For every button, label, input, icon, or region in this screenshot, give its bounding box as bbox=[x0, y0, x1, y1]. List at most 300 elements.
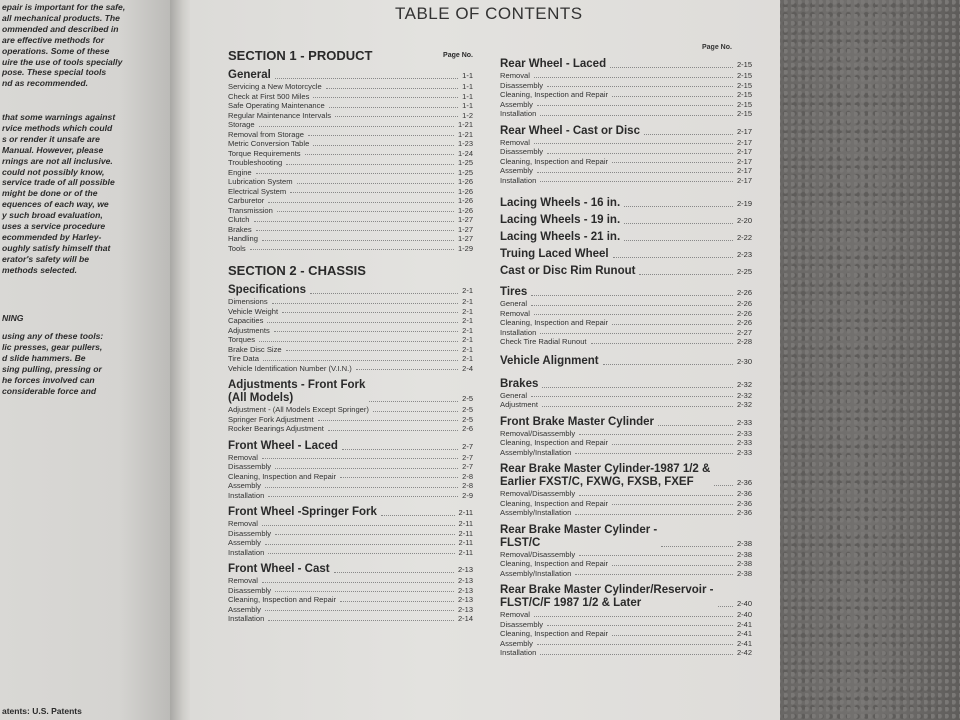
toc-heading-label: Adjustments - Front Fork (All Models) bbox=[228, 379, 366, 404]
toc-entry[interactable] bbox=[500, 328, 752, 338]
toc-group-heading[interactable] bbox=[500, 584, 752, 610]
book-gutter bbox=[170, 0, 192, 720]
toc-entry-label: Removal/Disassembly bbox=[500, 549, 576, 559]
toc-entry-label: Cleaning, Inspection and Repair bbox=[228, 471, 337, 481]
toc-entry[interactable] bbox=[228, 345, 473, 355]
toc-group-cast-or-disc-rim-runout bbox=[500, 265, 752, 278]
toc-entry-page: 2-4 bbox=[462, 363, 473, 373]
toc-entry[interactable] bbox=[228, 491, 473, 501]
toc-group-heading[interactable] bbox=[500, 378, 752, 391]
leader-dots bbox=[340, 601, 454, 602]
toc-heading-label: Lacing Wheels - 16 in. bbox=[500, 197, 621, 209]
toc-heading-page: 2-38 bbox=[736, 538, 752, 548]
toc-entry-page: 1-21 bbox=[457, 120, 473, 129]
toc-entry-label: Disassembly bbox=[500, 147, 544, 156]
leader-dots bbox=[534, 143, 733, 144]
toc-entry-label: Removal bbox=[228, 519, 258, 528]
toc-entry-label: Cleaning, Inspection and Repair bbox=[500, 90, 609, 99]
leader-dots bbox=[531, 295, 733, 296]
toc-entry-label: Assembly/Installation bbox=[500, 508, 572, 517]
leader-dots bbox=[610, 67, 733, 68]
toc-entry[interactable] bbox=[228, 586, 473, 596]
leader-dots bbox=[547, 86, 733, 87]
toc-entry[interactable] bbox=[500, 508, 752, 518]
toc-entry[interactable] bbox=[500, 81, 752, 91]
toc-entry-label: Cleaning, Inspection and Repair bbox=[500, 559, 609, 568]
toc-entry-page: 2-26 bbox=[736, 308, 752, 318]
toc-entry[interactable] bbox=[500, 157, 752, 167]
toc-entry-label: Removal bbox=[500, 71, 530, 80]
toc-group-front-wheel-springer-fork bbox=[228, 506, 473, 557]
toc-group-heading[interactable] bbox=[228, 379, 473, 405]
toc-entry-label: Assembly bbox=[500, 99, 533, 109]
toc-heading-label: Lacing Wheels - 19 in. bbox=[500, 214, 621, 226]
leader-dots bbox=[262, 458, 458, 459]
toc-group-heading[interactable] bbox=[500, 416, 752, 429]
toc-entry-page: 2-17 bbox=[736, 156, 752, 166]
toc-entry-label: Disassembly bbox=[228, 585, 272, 595]
leader-dots bbox=[714, 485, 733, 486]
toc-entry-label: Check Tire Radial Runout bbox=[500, 337, 587, 346]
leader-dots bbox=[612, 565, 733, 566]
toc-group-heading[interactable] bbox=[228, 284, 473, 297]
page-title: TABLE OF CONTENTS bbox=[395, 4, 583, 23]
leader-dots bbox=[624, 206, 733, 207]
toc-entry-page: 2-13 bbox=[457, 604, 473, 614]
toc-entry[interactable] bbox=[500, 648, 752, 658]
toc-entry-page: 2-1 bbox=[462, 297, 473, 306]
toc-entry[interactable] bbox=[500, 109, 752, 119]
toc-entry[interactable] bbox=[228, 538, 473, 548]
leader-dots bbox=[313, 97, 458, 98]
leader-dots bbox=[644, 134, 733, 135]
toc-entry-page: 2-7 bbox=[462, 452, 473, 462]
toc-entry[interactable] bbox=[500, 559, 752, 569]
toc-entry[interactable] bbox=[228, 120, 473, 130]
toc-entry[interactable] bbox=[228, 364, 473, 374]
toc-group-tires bbox=[500, 286, 752, 347]
toc-group-heading[interactable] bbox=[228, 440, 473, 453]
toc-heading-label: Rear Wheel - Laced bbox=[500, 58, 607, 70]
toc-entry-page: 2-32 bbox=[736, 390, 752, 400]
toc-entry[interactable] bbox=[228, 424, 473, 434]
leader-dots bbox=[329, 107, 458, 108]
leader-dots bbox=[272, 303, 458, 304]
toc-heading-page: 2-7 bbox=[462, 441, 473, 451]
toc-heading-page: 2-32 bbox=[736, 379, 752, 389]
leader-dots bbox=[579, 434, 733, 435]
toc-entry[interactable] bbox=[228, 576, 473, 586]
toc-heading-page: 1-1 bbox=[462, 71, 473, 80]
leader-dots bbox=[542, 406, 733, 407]
toc-entry-label: Cleaning, Inspection and Repair bbox=[228, 595, 337, 604]
toc-group-heading[interactable] bbox=[500, 355, 752, 368]
leader-dots bbox=[612, 635, 733, 636]
leader-dots bbox=[369, 401, 458, 402]
toc-entry[interactable] bbox=[500, 309, 752, 319]
toc-entry-page: 2-13 bbox=[457, 595, 473, 604]
toc-entry[interactable] bbox=[500, 499, 752, 509]
leader-dots bbox=[542, 387, 733, 388]
toc-entry-page: 1-21 bbox=[457, 129, 473, 139]
leader-dots bbox=[275, 534, 454, 535]
toc-entry-page: 2-38 bbox=[736, 559, 752, 568]
toc-entry-page: 2-17 bbox=[736, 137, 752, 147]
leader-dots bbox=[268, 496, 458, 497]
toc-heading-page: 2-20 bbox=[736, 216, 752, 225]
leader-dots bbox=[547, 625, 733, 626]
toc-entry[interactable] bbox=[228, 529, 473, 539]
toc-entry[interactable] bbox=[228, 168, 473, 178]
toc-group-heading[interactable] bbox=[500, 58, 752, 71]
toc-entry-label: Cleaning, Inspection and Repair bbox=[500, 156, 609, 166]
toc-entry-page: 2-11 bbox=[458, 538, 473, 547]
left-paragraph-1: epair is important for the safe, all mechanical products. The ommended and described in are effective methods for operations. Some of these uire the use of tools specially pose. These special tools nd as recommended. bbox=[2, 2, 126, 89]
toc-entry-page: 2-1 bbox=[462, 316, 473, 325]
left-paragraph-2: that some warnings against rvice methods which could s or render it unsafe are Manual. However, please rnings are not all inclusive. could not possibly know, service trade of all possible might be done or of the equences of each way, we y such broad evaluation, uses a service procedure ecommended by Harley- oughly satisfy himself that erator's safety will be methods selected. bbox=[2, 112, 116, 275]
toc-entry-label: Cleaning, Inspection and Repair bbox=[500, 318, 609, 327]
leader-dots bbox=[579, 555, 733, 556]
toc-entry-label: Assembly/Installation bbox=[500, 447, 572, 457]
toc-entry[interactable] bbox=[500, 429, 752, 439]
leader-dots bbox=[579, 495, 733, 496]
toc-group-heading[interactable] bbox=[228, 506, 473, 519]
toc-entry-label: Brakes bbox=[228, 224, 252, 234]
toc-entry-page: 2-6 bbox=[462, 424, 473, 433]
leader-dots bbox=[290, 192, 454, 193]
toc-entry-label: Carburetor bbox=[228, 196, 265, 205]
toc-entry-page: 2-11 bbox=[458, 519, 473, 528]
toc-entry[interactable] bbox=[500, 610, 752, 620]
toc-heading-page: 2-33 bbox=[736, 417, 752, 427]
toc-group-rear-brake-master-cylinder-flst-c bbox=[500, 524, 752, 579]
toc-entry[interactable] bbox=[228, 92, 473, 102]
leader-dots bbox=[639, 274, 733, 275]
toc-group-brakes bbox=[500, 378, 752, 410]
toc-group-heading[interactable] bbox=[500, 265, 752, 278]
toc-entry-label: Disassembly bbox=[500, 80, 544, 90]
toc-entry-page: 2-9 bbox=[462, 490, 473, 500]
toc-entry-label: Cleaning, Inspection and Repair bbox=[500, 498, 609, 508]
toc-group-front-wheel-laced bbox=[228, 440, 473, 501]
toc-entry[interactable] bbox=[228, 234, 473, 244]
toc-group-heading[interactable] bbox=[500, 214, 752, 227]
toc-entry-page: 1-26 bbox=[457, 205, 473, 215]
toc-group-lacing-wheels-21-in bbox=[500, 231, 752, 244]
toc-entry-page: 2-32 bbox=[736, 400, 752, 409]
leader-dots bbox=[250, 249, 454, 250]
toc-entry[interactable] bbox=[228, 101, 473, 111]
leader-dots bbox=[267, 322, 458, 323]
toc-entry-page: 2-15 bbox=[736, 80, 752, 90]
toc-entry[interactable] bbox=[228, 139, 473, 149]
leader-dots bbox=[286, 164, 454, 165]
toc-entry[interactable] bbox=[500, 391, 752, 401]
toc-entry-page: 2-33 bbox=[736, 428, 752, 438]
leader-dots bbox=[328, 430, 458, 431]
toc-entry[interactable] bbox=[228, 316, 473, 326]
toc-entry-page: 2-41 bbox=[736, 638, 752, 648]
toc-entry-page: 2-17 bbox=[736, 166, 752, 175]
toc-entry-label: Removal/Disassembly bbox=[500, 428, 576, 438]
leader-dots bbox=[624, 240, 733, 241]
toc-entry[interactable] bbox=[500, 147, 752, 157]
toc-entry-label: Adjustments bbox=[228, 325, 270, 335]
toc-heading-page: 2-17 bbox=[736, 126, 752, 136]
toc-heading-label: Truing Laced Wheel bbox=[500, 248, 609, 260]
toc-entry-label: Cleaning, Inspection and Repair bbox=[500, 438, 609, 447]
toc-entry[interactable] bbox=[228, 335, 473, 345]
toc-entry[interactable] bbox=[228, 595, 473, 605]
leader-dots bbox=[540, 115, 733, 116]
toc-entry-page: 2-1 bbox=[462, 354, 473, 363]
toc-entry[interactable] bbox=[228, 415, 473, 425]
leader-dots bbox=[612, 324, 733, 325]
toc-entry[interactable] bbox=[228, 614, 473, 624]
toc-entry[interactable] bbox=[228, 149, 473, 159]
toc-entry[interactable] bbox=[228, 206, 473, 216]
toc-entry-page: 2-5 bbox=[462, 414, 473, 424]
left-paragraph-3: using any of these tools: lic presses, gear pullers, d slide hammers. Be sing pulling, pressing or he forces involved can considerable force and bbox=[2, 331, 104, 396]
toc-entry-label: Assembly bbox=[228, 604, 261, 614]
toc-entry-label: Vehicle Identification Number (V.I.N.) bbox=[228, 363, 352, 373]
toc-entry-page: 1-25 bbox=[457, 167, 473, 177]
toc-heading-page: 2-22 bbox=[736, 233, 752, 242]
toc-entry[interactable] bbox=[228, 326, 473, 336]
toc-entry-page: 1-2 bbox=[462, 110, 473, 120]
toc-entry[interactable] bbox=[228, 82, 473, 92]
toc-entry-label: Metric Conversion Table bbox=[228, 139, 310, 148]
section-1-title bbox=[228, 48, 473, 63]
leader-dots bbox=[661, 546, 733, 547]
toc-entry-label: Electrical System bbox=[228, 186, 287, 196]
toc-entry[interactable] bbox=[500, 138, 752, 148]
toc-entry-label: Cleaning, Inspection and Repair bbox=[500, 629, 609, 638]
leader-dots bbox=[612, 162, 733, 163]
toc-entry[interactable] bbox=[500, 620, 752, 630]
toc-entry-label: Servicing a New Motorcycle bbox=[228, 82, 322, 91]
section-title-text: SECTION 1 - PRODUCT bbox=[228, 48, 373, 63]
toc-entry-page: 2-1 bbox=[462, 325, 473, 335]
toc-entry-page: 2-33 bbox=[736, 447, 752, 457]
toc-entry[interactable] bbox=[228, 481, 473, 491]
toc-entry[interactable] bbox=[500, 550, 752, 560]
leader-dots bbox=[286, 350, 459, 351]
leader-dots bbox=[268, 620, 454, 621]
toc-entry-label: Tire Data bbox=[228, 354, 259, 363]
toc-entry-page: 1-27 bbox=[457, 215, 473, 224]
toc-group-heading[interactable] bbox=[500, 125, 752, 138]
toc-entry[interactable] bbox=[500, 448, 752, 458]
toc-entry[interactable] bbox=[228, 158, 473, 168]
leader-dots bbox=[268, 202, 454, 203]
toc-entry-label: Springer Fork Adjustment bbox=[228, 414, 314, 424]
toc-entry[interactable] bbox=[228, 215, 473, 225]
toc-entry-page: 2-27 bbox=[736, 327, 752, 337]
toc-heading-label: General bbox=[228, 69, 271, 81]
toc-entry[interactable] bbox=[500, 90, 752, 100]
leader-dots bbox=[718, 606, 733, 607]
toc-entry[interactable] bbox=[500, 299, 752, 309]
toc-entry-page: 1-27 bbox=[457, 234, 473, 243]
leader-dots bbox=[342, 449, 458, 450]
toc-entry[interactable] bbox=[500, 71, 752, 81]
toc-entry[interactable] bbox=[228, 472, 473, 482]
toc-entry[interactable] bbox=[228, 244, 473, 254]
toc-heading-page: 2-30 bbox=[736, 356, 752, 366]
toc-entry[interactable] bbox=[500, 400, 752, 410]
toc-group-heading[interactable] bbox=[228, 69, 473, 82]
leader-dots bbox=[262, 582, 454, 583]
page-no-header: Page No. bbox=[443, 52, 473, 59]
toc-entry-label: Rocker Bearings Adjustment bbox=[228, 424, 324, 433]
toc-heading-label: Rear Brake Master Cylinder - FLST/C bbox=[500, 523, 658, 549]
toc-heading-label: Lacing Wheels - 21 in. bbox=[500, 231, 621, 243]
toc-entry-label: Torques bbox=[228, 335, 256, 344]
toc-entry[interactable] bbox=[500, 100, 752, 110]
toc-entry-page: 2-5 bbox=[462, 405, 473, 414]
toc-group-rear-brake-master-cylinder-reservoir-flst-c-f-1987-1-2-later bbox=[500, 584, 752, 658]
toc-group-heading[interactable] bbox=[500, 197, 752, 210]
toc-entry[interactable] bbox=[228, 196, 473, 206]
leader-dots bbox=[305, 154, 454, 155]
toc-entry-label: Assembly/Installation bbox=[500, 568, 572, 578]
toc-entry[interactable] bbox=[228, 519, 473, 529]
toc-entry[interactable] bbox=[500, 318, 752, 328]
leader-dots bbox=[591, 343, 733, 344]
toc-heading-page: 2-13 bbox=[457, 565, 473, 574]
toc-entry[interactable] bbox=[500, 569, 752, 579]
toc-entry[interactable] bbox=[228, 605, 473, 615]
leader-dots bbox=[254, 221, 454, 222]
toc-group-heading[interactable] bbox=[500, 463, 752, 489]
toc-entry-label: Removal bbox=[500, 308, 530, 318]
toc-heading-page: 2-15 bbox=[736, 60, 752, 69]
toc-heading-label: Specifications bbox=[228, 284, 306, 296]
toc-entry[interactable] bbox=[500, 166, 752, 176]
toc-group-front-brake-master-cylinder bbox=[500, 416, 752, 458]
toc-entry[interactable] bbox=[500, 639, 752, 649]
leader-dots bbox=[275, 591, 454, 592]
toc-entry-page: 2-28 bbox=[736, 337, 752, 346]
leader-dots bbox=[540, 654, 733, 655]
toc-group-vehicle-alignment bbox=[500, 355, 752, 368]
toc-entry[interactable] bbox=[228, 111, 473, 121]
toc-entry-label: Removal bbox=[500, 137, 530, 147]
toc-group-lacing-wheels-19-in bbox=[500, 214, 752, 227]
toc-entry-page: 1-1 bbox=[462, 82, 473, 91]
toc-page bbox=[190, 0, 780, 720]
toc-heading-label: Rear Brake Master Cylinder/Reservoir - FLST/C/F 1987 1/2 & Later bbox=[500, 584, 714, 609]
toc-heading-page: 2-23 bbox=[736, 250, 752, 259]
toc-entry[interactable] bbox=[228, 453, 473, 463]
toc-entry-label: Capacities bbox=[228, 316, 264, 325]
leader-dots bbox=[262, 240, 454, 241]
toc-entry-page: 2-1 bbox=[462, 344, 473, 354]
toc-entry[interactable] bbox=[228, 297, 473, 307]
toc-group-general bbox=[228, 69, 473, 253]
toc-entry[interactable] bbox=[228, 225, 473, 235]
leader-dots bbox=[540, 333, 733, 334]
toc-group-heading[interactable] bbox=[500, 524, 752, 550]
leader-dots bbox=[575, 574, 733, 575]
toc-group-heading[interactable] bbox=[500, 286, 752, 299]
toc-entry-page: 2-41 bbox=[736, 619, 752, 629]
toc-entry-page: 2-11 bbox=[458, 528, 473, 538]
leader-dots bbox=[274, 331, 458, 332]
toc-group-heading[interactable] bbox=[228, 563, 473, 576]
toc-entry-label: Check at First 500 Miles bbox=[228, 91, 310, 101]
toc-entry[interactable] bbox=[228, 462, 473, 472]
toc-entry[interactable] bbox=[500, 489, 752, 499]
left-page bbox=[0, 0, 170, 720]
toc-entry[interactable] bbox=[500, 176, 752, 186]
toc-entry[interactable] bbox=[500, 337, 752, 347]
carpet-background bbox=[770, 0, 960, 720]
toc-entry-page: 2-15 bbox=[736, 99, 752, 109]
leader-dots bbox=[297, 183, 454, 184]
toc-entry-label: Handling bbox=[228, 234, 258, 243]
toc-entry-page: 2-36 bbox=[736, 508, 752, 517]
toc-group-lacing-wheels-16-in bbox=[500, 197, 752, 210]
toc-group-heading[interactable] bbox=[500, 248, 752, 261]
leader-dots bbox=[612, 96, 733, 97]
toc-entry-page: 2-38 bbox=[736, 568, 752, 578]
toc-entry[interactable] bbox=[500, 438, 752, 448]
toc-heading-label: Tires bbox=[500, 286, 528, 298]
leader-dots bbox=[335, 116, 458, 117]
toc-entry-page: 2-15 bbox=[736, 109, 752, 118]
left-warning-heading: NING bbox=[2, 313, 24, 323]
toc-entry-page: 2-38 bbox=[736, 549, 752, 559]
toc-entry-page: 2-41 bbox=[736, 629, 752, 638]
toc-entry-label: Installation bbox=[500, 648, 537, 657]
toc-entry-label: Disassembly bbox=[500, 619, 544, 629]
toc-entry-page: 2-33 bbox=[736, 438, 752, 447]
toc-group-specifications bbox=[228, 284, 473, 373]
toc-entry[interactable] bbox=[228, 354, 473, 364]
toc-entry[interactable] bbox=[228, 307, 473, 317]
toc-entry-label: Adjustment - (All Models Except Springer) bbox=[228, 405, 369, 414]
toc-entry-page: 2-42 bbox=[736, 648, 752, 657]
toc-heading-label: Front Wheel -Springer Fork bbox=[228, 506, 377, 518]
toc-entry[interactable] bbox=[228, 548, 473, 558]
toc-heading-label: Rear Wheel - Cast or Disc bbox=[500, 124, 640, 137]
toc-entry[interactable] bbox=[228, 177, 473, 187]
toc-heading-label: Vehicle Alignment bbox=[500, 354, 599, 367]
leader-dots bbox=[265, 610, 454, 611]
toc-group-front-wheel-cast bbox=[228, 563, 473, 624]
toc-entry-label: Installation bbox=[228, 547, 265, 557]
leader-dots bbox=[262, 525, 455, 526]
leader-dots bbox=[531, 396, 733, 397]
toc-entry-page: 1-26 bbox=[457, 177, 473, 186]
toc-entry-label: General bbox=[500, 299, 528, 308]
toc-entry[interactable] bbox=[228, 187, 473, 197]
toc-entry-label: Storage bbox=[228, 120, 255, 129]
toc-entry-label: Installation bbox=[228, 490, 265, 500]
leader-dots bbox=[575, 453, 733, 454]
leader-dots bbox=[531, 305, 733, 306]
toc-entry[interactable] bbox=[500, 629, 752, 639]
toc-entry-label: Installation bbox=[500, 175, 537, 185]
toc-entry-page: 1-1 bbox=[462, 91, 473, 101]
toc-group-heading[interactable] bbox=[500, 231, 752, 244]
leader-dots bbox=[356, 369, 458, 370]
leader-dots bbox=[277, 211, 454, 212]
toc-entry[interactable] bbox=[228, 130, 473, 140]
toc-entry[interactable] bbox=[228, 405, 473, 415]
